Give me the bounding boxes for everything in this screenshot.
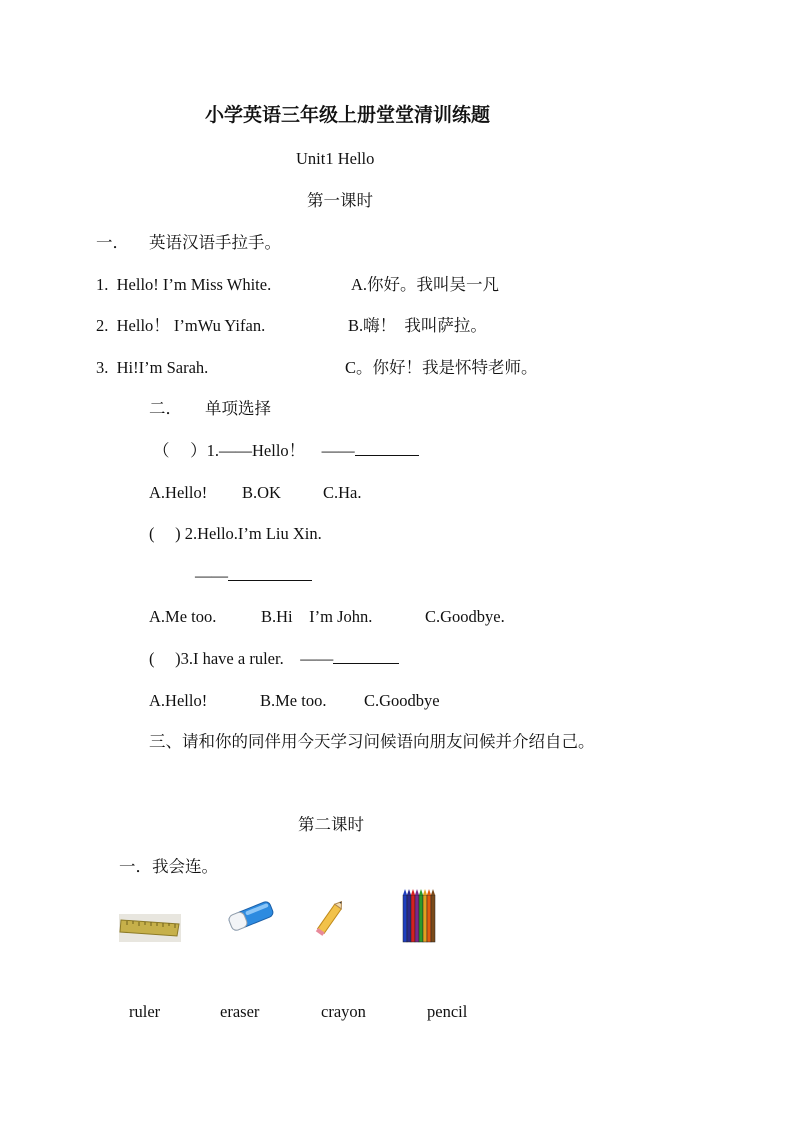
- section1-title: 英语汉语手拉手。: [149, 233, 281, 252]
- q3-option-a: A.Hello!: [149, 691, 208, 710]
- eraser-picture: [225, 898, 277, 934]
- q1-option-a: A.Hello!: [149, 483, 208, 502]
- match-left-1: 1. Hello! I’m Miss White.: [96, 275, 272, 294]
- question-3: [149, 649, 399, 669]
- section3-instruction: 三、请和你的同伴用今天学习问候语向朋友问候并介绍自己。: [149, 732, 595, 751]
- question-2-dash: ——: [195, 566, 228, 585]
- q2-option-c: C.Goodbye.: [425, 607, 505, 626]
- question-2: ( ) 2.Hello.I’m Liu Xin.: [149, 524, 322, 543]
- pencil-picture: [310, 897, 350, 939]
- question-1-stem: （ ）1.——Hello！ ——: [153, 441, 355, 460]
- section2-title: 单项选择: [205, 399, 271, 418]
- lesson1-heading: 第一课时: [307, 191, 373, 210]
- word-crayon[interactable]: crayon: [321, 1002, 366, 1021]
- q1-option-b: B.OK: [242, 483, 281, 502]
- unit-title: Unit1 Hello: [296, 149, 375, 168]
- match-left-2: 2. Hello！ I’mWu Yifan.: [96, 316, 266, 335]
- word-pencil[interactable]: pencil: [427, 1002, 468, 1021]
- word-ruler[interactable]: ruler: [129, 1002, 161, 1021]
- question-1: [153, 441, 419, 461]
- q2-option-b: B.Hi I’m John.: [261, 607, 373, 626]
- answer-blank-2[interactable]: [228, 566, 312, 581]
- answer-blank-3[interactable]: [333, 649, 399, 664]
- question-3-stem: ( )3.I have a ruler. ——: [149, 649, 334, 668]
- match-right-3: C。你好！我是怀特老师。: [345, 358, 538, 377]
- question-2-reply: [195, 566, 312, 586]
- section2-label: 二．: [149, 399, 182, 418]
- match-right-2: B.嗨！ 我叫萨拉。: [348, 316, 487, 335]
- q1-option-c: C.Ha.: [323, 483, 362, 502]
- page-title: 小学英语三年级上册堂堂清训练题: [205, 105, 491, 126]
- match-right-1: A.你好。我叫吴一凡: [351, 275, 500, 294]
- q3-option-c: C.Goodbye: [364, 691, 440, 710]
- ruler-picture: [119, 914, 181, 942]
- lesson2-section1-title: 一．我会连。: [119, 857, 218, 876]
- lesson2-heading: 第二课时: [298, 815, 364, 834]
- answer-blank-1[interactable]: [355, 441, 419, 456]
- crayons-picture: [402, 889, 438, 943]
- word-eraser[interactable]: eraser: [220, 1002, 260, 1021]
- section1-label: 一．: [96, 233, 129, 252]
- q2-option-a: A.Me too.: [149, 607, 217, 626]
- match-left-3: 3. Hi!I’m Sarah.: [96, 358, 209, 377]
- q3-option-b: B.Me too.: [260, 691, 327, 710]
